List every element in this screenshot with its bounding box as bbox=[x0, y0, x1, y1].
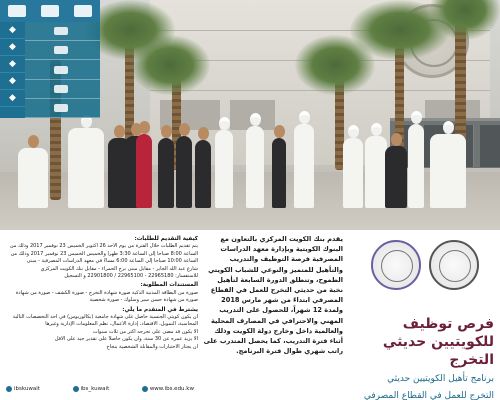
detail-line: يتم تقديم الطلبات خلال الفترة من يوم الأحد 26 أكتوبر الخميس 23 نوفمبر 2017 وذلك من bbox=[9, 243, 198, 250]
detail-line: صورة من شهادة حسن سير وسلوك - صورة شخصية bbox=[89, 297, 198, 304]
detail-line: الساعة 8:00 صباحاً إلى الساعة 3:30 ظهراً والخميس الخميس 23 نوفمبر 2017 وذلك من bbox=[10, 250, 198, 257]
bank-logo bbox=[25, 60, 100, 79]
central-bank-seal-icon bbox=[429, 240, 479, 290]
sponsor-logo-icon bbox=[41, 5, 59, 17]
program-description: يقدم بنك الكويت المركزي بالتعاون مع البنوك الكويتية وبإدارة معهد الدراسات المصرفية فرصة التوظيف والتدريب والتأهيل للمتميز والنوعي للشباب الكويتي الطموح، وتنطلق الدورة السابعة لتأهيل نخبة من حديثي التخرج للعمل في القطاع المصرفي ابتداءً من شهر مارس 2018 ولمدة 12 شهراً، للحصول على التدريب المهني والاحترافي في المصارف المحلية والعالمية داخل وخارج دولة الكويت وذلك أثناء فترة التدريب، كما يحصل المتدرب على راتب شهري طوال فترة البرنامج. bbox=[203, 235, 343, 356]
detail-line: للاستفسار: 22965180 - 22965100 / 22901800 و التسجيل bbox=[64, 273, 198, 280]
section-heading: كيفية التقديم للطلبات: bbox=[134, 236, 198, 242]
web-icon bbox=[142, 386, 148, 392]
section-heading: يشترط في المتقدم ما يلي: bbox=[122, 306, 198, 313]
sponsor-logos bbox=[0, 0, 100, 22]
detail-line: أن يجتاز الاختبارات والمقابلة الشخصية بنجاح bbox=[106, 343, 198, 350]
website-link[interactable] bbox=[142, 386, 194, 392]
bank-logo-list bbox=[25, 22, 100, 118]
detail-line: شارع عبد الله الجابر - مقابل مبنى برج الحمراء - مقابل بنك الكويت المركزي bbox=[40, 265, 198, 272]
detail-line: أن يكون كويتي الجنسية حاصل على شهادة جامعية (بكالوريوس) في أحد التخصصات التالية bbox=[12, 314, 198, 321]
twitter-icon bbox=[6, 386, 12, 392]
institution-seals bbox=[370, 240, 480, 302]
detail-line: ألا يكون قد مضى على تخرجه أكثر من ثلاث سنوات bbox=[92, 328, 198, 335]
bank-logo bbox=[25, 41, 100, 60]
twitter-link[interactable] bbox=[6, 386, 40, 392]
bank-logo bbox=[25, 80, 100, 99]
heading-title: فرص توظيف للكويتيين حديثي التخرج bbox=[382, 316, 494, 368]
website-url: www.ibs.edu.kw bbox=[149, 386, 194, 392]
bank-mark-icon: ◆ bbox=[0, 56, 25, 73]
detail-line: الساعة 10:00 صباحاً إلى الساعة 6:00 مساءً في معهد الدراسات المصرفية - مبنى bbox=[26, 258, 198, 265]
application-details bbox=[6, 234, 198, 351]
detail-line: المحاسبة، التمويل، الاقتصاد، إدارة الأعمال، نظم المعلومات الإدارية وغيرها bbox=[45, 321, 198, 328]
bank-mark-icon: ◆ bbox=[0, 22, 25, 39]
bank-logo bbox=[25, 22, 100, 41]
instagram-handle: ibs_kuwait bbox=[80, 386, 110, 392]
sponsor-logo-icon bbox=[8, 5, 26, 17]
instagram-icon bbox=[73, 386, 79, 392]
bank-logo bbox=[25, 99, 100, 118]
twitter-handle: ibskuwait bbox=[14, 386, 40, 392]
detail-line: صورة من البطاقة المدنية الذكية صورة شهادة التخرج - صورة الكشف - صورة من شهادة bbox=[15, 289, 198, 296]
heading-subtitle-2: التخرج للعمل في القطاع المصرفي bbox=[363, 391, 494, 400]
announcement-text-area bbox=[0, 230, 500, 400]
heading-subtitle-1: برنامج تأهيل الكويتيين حديثي bbox=[387, 374, 494, 384]
detail-line: ألا يزيد عمره عن 30 سنة، وأن يكون حاصلاً على تقدير جيد على الأقل bbox=[54, 336, 198, 343]
bank-mark-icon: ◆ bbox=[0, 39, 25, 56]
announcement-heading bbox=[344, 315, 494, 400]
sponsor-logo-icon bbox=[74, 5, 92, 17]
bank-mark-icon: ◆ bbox=[0, 73, 25, 90]
section-heading: المستندات المطلوبة: bbox=[140, 282, 198, 289]
instagram-link[interactable] bbox=[73, 386, 110, 392]
social-footer bbox=[0, 378, 200, 400]
institute-seal-icon bbox=[371, 240, 421, 290]
bank-logo-sidebar bbox=[0, 22, 25, 118]
bank-mark-icon: ◆ bbox=[0, 90, 25, 107]
